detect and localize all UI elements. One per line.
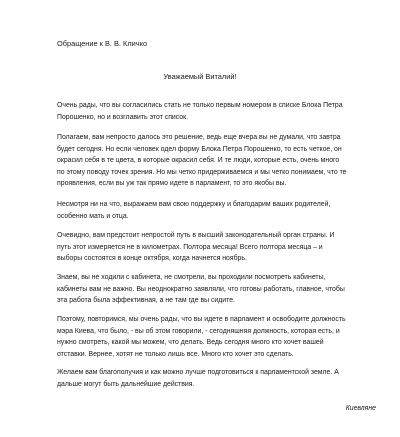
text-line: Порошенко, но и возглавить этот список. bbox=[57, 113, 189, 121]
text-line: Очевидно, вам предстоит непростой путь в высший законодательный орган страны. И bbox=[57, 232, 335, 239]
text-line: путь этот измеряется не в километрах. Полтора месяца! Всего полтора месяца – и bbox=[57, 243, 323, 251]
letter-salutation: Уважаемый Виталий! bbox=[163, 72, 237, 81]
text-line: эта работа была эффективная, а не там где вы сидите. bbox=[57, 297, 235, 305]
text-line: Очень рады, что вы согласились стать не только первым номером в списке Блока Петра bbox=[57, 102, 343, 109]
text-line: выборы состоятся в конце октября, когда начнется ноябрь. bbox=[57, 255, 247, 263]
text-line: Полагаем, вам непросто далось это решение, ведь еще вчера вы не думали, что завтра bbox=[57, 134, 341, 141]
text-line: кабинеты вам не важно. Вы неоднократно заявляли, что готовы работать, главное, чтобы bbox=[57, 285, 345, 293]
paragraph bbox=[57, 272, 397, 307]
text-line: дальше могут быть дальнейшие действия. bbox=[57, 380, 195, 388]
text-line: Желаем вам благополучия и как можно лучше подготовиться к парламентской земле. А bbox=[57, 369, 339, 376]
text-line: Несмотря ни на что, выражаем вам свою поддержку и благодарим ваших родителей, bbox=[57, 201, 331, 208]
paragraph bbox=[57, 132, 397, 190]
letter-header: Обращение к В. В. Кличко bbox=[57, 39, 148, 48]
text-line: Поэтому, повторимся, мы очень рады, что вы идете в парламент и освободите должность bbox=[57, 316, 346, 323]
text-line: нужно смотреть, какой мы можем, что делать. Ведь сегодня много кто хочет вашей bbox=[57, 339, 324, 347]
paragraph bbox=[57, 230, 397, 265]
text-line: отставки. Вернее, хотят не только лишь все. Много кто хочет это сделать. bbox=[57, 350, 294, 358]
text-line: Знаем, вы не ходили с кабинета, не смотрели, вы проходили посмотреть кабинеты, bbox=[57, 274, 326, 281]
text-line: проявления, если вы уж так прямо идете в парламент, то это якобы вы. bbox=[57, 180, 287, 188]
paragraph bbox=[57, 314, 397, 360]
paragraph bbox=[57, 100, 397, 123]
text-line: особенно мать и отца. bbox=[57, 212, 129, 220]
text-line: мэра Киева, что было, - вы об этом говорили, - сегодняшняя должность, которая есть, и bbox=[57, 327, 340, 335]
text-line: будет сегодня. Но если человек одел форму Блока Петра Порошенко, то есть четкое, он bbox=[57, 145, 342, 153]
text-line: окрасил себя в те цвета, в которые окрасил себя. И те люди, которые есть, очень много bbox=[57, 157, 340, 165]
text-line: по этому поводу точек зрения. Но мы четко придерживаемся и мы четко понимаем, что те bbox=[57, 168, 347, 176]
paragraph bbox=[57, 367, 397, 390]
paragraph bbox=[57, 199, 397, 222]
letter-signature: Киевляне bbox=[345, 405, 376, 412]
